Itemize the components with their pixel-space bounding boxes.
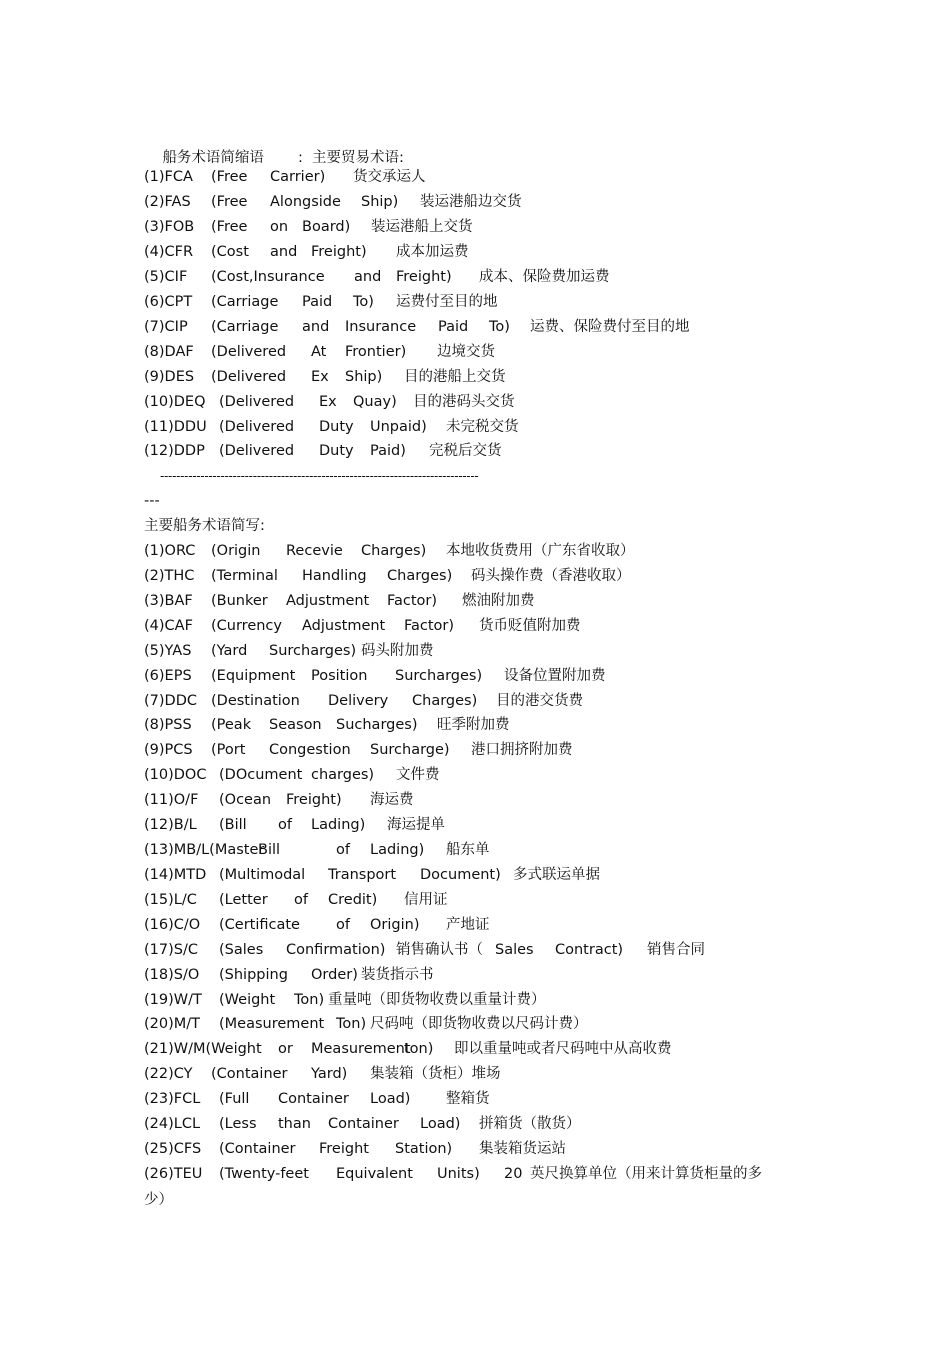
term-word: Charges) [387, 567, 453, 584]
term-translation: 海运费 [370, 792, 414, 809]
term-word: Paid [438, 318, 469, 335]
term-translation: 装货指示书 [361, 966, 434, 983]
term-word: Delivery [328, 692, 389, 709]
term-word: Ton) [336, 1016, 367, 1033]
term-word: Load) [420, 1116, 461, 1133]
term-word: (Carriage [211, 318, 279, 335]
term-word: Frontier) [345, 343, 407, 360]
term-word: (Free [211, 193, 248, 210]
term-word: (Port [211, 742, 246, 759]
term-code: (19)W/T [144, 991, 202, 1008]
term-word: (Cost [211, 243, 249, 260]
term-word: (Ocean [219, 792, 272, 809]
wrap-continuation: 少） [144, 1192, 173, 1208]
term-word: (Weight [219, 991, 276, 1008]
term-code: (2)THC [144, 567, 195, 584]
term-word: At [311, 343, 327, 360]
term-word: (Carriage [211, 293, 279, 310]
term-word: Insurance [345, 318, 417, 335]
term-word: Quay) [353, 393, 397, 410]
term-word: and [302, 318, 330, 335]
term-translation: 集装箱（货柜）堆场 [370, 1066, 501, 1083]
term-code: (18)S/O [144, 966, 200, 983]
term-code: (24)LCL [144, 1116, 201, 1133]
term-code: (6)EPS [144, 667, 192, 684]
term-code: (9)DES [144, 368, 195, 385]
term-code: (23)FCL [144, 1091, 201, 1108]
term-word: (Sales [219, 941, 264, 958]
term-word: Paid) [370, 443, 406, 460]
term-word: Position [311, 667, 368, 684]
term-word: Container [278, 1091, 349, 1108]
term-word: (Certificate [219, 916, 300, 933]
term-word: on [270, 218, 289, 235]
term-word: Adjustment [302, 617, 386, 634]
term-word: of [278, 817, 292, 834]
term-translation: 信用证 [404, 891, 448, 908]
term-translation: 尺码吨（即货物收费以尺码计费） [370, 1016, 588, 1033]
term-code: (10)DEQ [144, 393, 206, 410]
term-code: (16)C/O [144, 916, 201, 933]
term-word: (Currency [211, 617, 282, 634]
term-word: Origin) [370, 916, 420, 933]
heading-title: 船务术语简缩语 [162, 150, 264, 166]
term-translation: 成本加运费 [396, 243, 469, 260]
term-word: Season [269, 717, 322, 734]
term-word: (Peak [211, 717, 252, 734]
term-word: of [294, 891, 308, 908]
term-word: Surcharge) [370, 742, 450, 759]
term-code: (25)CFS [144, 1141, 202, 1158]
term-word: (Full [219, 1091, 250, 1108]
term-word: 20 [504, 1166, 523, 1182]
term-code: (7)CIP [144, 318, 188, 335]
term-translation: 设备位置附加费 [504, 667, 606, 684]
term-word: than [278, 1116, 311, 1133]
term-translation: 边境交货 [437, 343, 495, 360]
term-word: (Shipping [219, 966, 288, 983]
term-word: Carrier) [270, 169, 326, 185]
term-word: Charges) [412, 692, 478, 709]
term-word: (Destination [211, 692, 300, 709]
term-word: Contract) [555, 941, 624, 958]
section-heading: 主要船务术语简写: [144, 518, 265, 534]
term-translation: 产地证 [446, 916, 490, 933]
term-word: (Delivered [219, 443, 295, 460]
term-translation: 货交承运人 [353, 169, 426, 185]
heading-subtitle: : 主要贸易术语: [297, 150, 404, 166]
term-translation: 英尺换算单位（用来计算货柜量的多 [530, 1166, 762, 1182]
term-word: Congestion [269, 742, 351, 759]
term-code: (10)DOC [144, 767, 207, 784]
term-translation: 目的港交货费 [496, 692, 583, 709]
term-code: (12)B/L [144, 817, 197, 834]
term-word: Freight [319, 1141, 369, 1158]
term-word: Transport [328, 866, 397, 883]
term-translation: 本地收货费用（广东省收取） [446, 543, 635, 559]
term-word: Adjustment [286, 592, 370, 609]
term-word: (Free [211, 218, 248, 235]
term-word: 销售确认书（ [396, 941, 483, 958]
term-code: (5)YAS [144, 642, 192, 659]
term-translation: 拼箱货（散货） [479, 1116, 581, 1133]
term-code: (14)MTD [144, 866, 207, 883]
term-word: Equivalent [336, 1166, 413, 1182]
term-word: Ex [319, 393, 337, 410]
separator-tail: --- [144, 493, 160, 509]
term-code: (11)O/F [144, 792, 199, 809]
term-word: and [270, 243, 298, 260]
term-word: Credit) [328, 891, 378, 908]
term-word: Factor) [387, 592, 438, 609]
term-word: Surcharges) [269, 642, 357, 659]
term-word: Unpaid) [370, 418, 427, 435]
term-word: (Delivered [219, 418, 295, 435]
term-word: Duty [319, 418, 354, 435]
term-word: Handling [302, 567, 367, 584]
term-code: (4)CFR [144, 243, 194, 260]
term-translation: 目的港船上交货 [404, 368, 506, 385]
term-word: Freight) [286, 792, 342, 809]
term-word: Ex [311, 368, 329, 385]
term-word: Factor) [404, 617, 455, 634]
term-translation: 运费付至目的地 [396, 293, 498, 310]
term-word: (Bunker [211, 592, 268, 609]
term-word: Measurement [311, 1041, 411, 1058]
term-word: Lading) [370, 842, 425, 859]
term-code: (17)S/C [144, 941, 198, 958]
term-word: Freight) [396, 268, 452, 285]
term-word: Paid [302, 293, 333, 310]
term-code: (22)CY [144, 1066, 193, 1083]
term-word: (Yard [211, 642, 248, 659]
term-word: Surcharges) [395, 667, 483, 684]
term-translation: 码头操作费（香港收取） [471, 567, 631, 584]
term-word: (Free [211, 169, 248, 185]
term-word: (Delivered [211, 368, 287, 385]
term-word: Lading) [311, 817, 366, 834]
term-word: Bill [258, 842, 281, 859]
term-code: (9)PCS [144, 742, 193, 759]
term-word: Duty [319, 443, 354, 460]
term-word: and [354, 268, 382, 285]
term-word: Station) [395, 1141, 453, 1158]
term-word: Sucharges) [336, 717, 418, 734]
term-word: Ship) [345, 368, 383, 385]
term-code: (8)DAF [144, 343, 194, 360]
term-translation: 整箱货 [446, 1091, 490, 1108]
term-code: (21)W/M(Weight [144, 1041, 262, 1058]
term-word: Ship) [361, 193, 399, 210]
term-translation: 目的港码头交货 [413, 393, 515, 410]
term-word: Freight) [311, 243, 367, 260]
term-code: (26)TEU [144, 1166, 203, 1182]
term-word: (Less [219, 1116, 257, 1133]
term-code: (15)L/C [144, 891, 197, 908]
term-word: (Origin [211, 543, 261, 559]
term-code: (20)M/T [144, 1016, 201, 1033]
term-translation: 装运港船上交货 [371, 218, 473, 235]
term-word: Alongside [270, 193, 341, 210]
term-translation: 港口拥挤附加费 [471, 742, 573, 759]
term-word: (Twenty-feet [219, 1166, 309, 1182]
term-translation: 燃油附加费 [462, 592, 535, 609]
term-translation: 集装箱货运站 [479, 1141, 566, 1158]
term-word: of [336, 916, 350, 933]
term-code: (3)FOB [144, 218, 195, 235]
term-word: Confirmation) [286, 941, 386, 958]
term-translation: 货币贬值附加费 [479, 617, 581, 634]
term-word: ton) [404, 1041, 434, 1058]
term-translation: 多式联运单据 [513, 866, 600, 883]
term-code: (8)PSS [144, 717, 192, 734]
term-translation: 销售合同 [647, 941, 705, 958]
term-word: Units) [437, 1166, 480, 1182]
term-word: (Container [219, 1141, 296, 1158]
term-translation: 文件费 [396, 767, 440, 784]
term-translation: 未完税交货 [446, 418, 519, 435]
term-translation: 码头附加费 [361, 642, 434, 659]
term-word: charges) [311, 767, 375, 784]
term-translation: 重量吨（即货物收费以重量计费） [328, 991, 546, 1008]
term-code: (11)DDU [144, 418, 207, 435]
term-code: (7)DDC [144, 692, 197, 709]
term-word: Yard) [311, 1066, 348, 1083]
term-word: of [336, 842, 350, 859]
term-word: (Multimodal [219, 866, 306, 883]
term-word: To) [353, 293, 374, 310]
term-word: Order) [311, 966, 358, 983]
term-code: (1)ORC [144, 543, 196, 559]
term-word: (Bill [219, 817, 247, 834]
term-word: (Delivered [211, 343, 287, 360]
term-word: Sales [495, 941, 534, 958]
term-word: Charges) [361, 543, 427, 559]
term-word: Recevie [286, 543, 343, 559]
term-word: (DOcument [219, 767, 303, 784]
term-word: Container [328, 1116, 399, 1133]
term-translation: 旺季附加费 [437, 717, 510, 734]
term-code: (4)CAF [144, 617, 193, 634]
term-code: (3)BAF [144, 592, 193, 609]
separator-line: ------------------------------------------------------------------------------- [160, 469, 479, 483]
term-translation: 装运港船边交货 [420, 193, 522, 210]
term-code: (13)MB/L(Master [144, 842, 265, 859]
term-word: (Letter [219, 891, 268, 908]
term-word: (Delivered [219, 393, 295, 410]
term-word: (Container [211, 1066, 288, 1083]
term-word: (Cost,Insurance [211, 268, 325, 285]
term-code: (2)FAS [144, 193, 191, 210]
term-translation: 成本、保险费加运费 [479, 268, 610, 285]
term-translation: 海运提单 [387, 817, 445, 834]
term-word: (Equipment [211, 667, 296, 684]
term-word: Board) [302, 218, 351, 235]
term-translation: 船东单 [446, 842, 490, 859]
term-code: (5)CIF [144, 268, 188, 285]
term-word: Ton) [294, 991, 325, 1008]
term-code: (1)FCA [144, 169, 193, 185]
term-word: Document) [420, 866, 501, 883]
term-translation: 完税后交货 [429, 443, 502, 460]
term-translation: 即以重量吨或者尺码吨中从高收费 [454, 1041, 672, 1058]
term-word: Load) [370, 1091, 411, 1108]
term-word: or [278, 1041, 293, 1058]
term-translation: 运费、保险费付至目的地 [530, 318, 690, 335]
term-code: (6)CPT [144, 293, 193, 310]
term-word: To) [489, 318, 510, 335]
term-word: (Terminal [211, 567, 278, 584]
term-code: (12)DDP [144, 443, 205, 460]
term-word: (Measurement [219, 1016, 325, 1033]
